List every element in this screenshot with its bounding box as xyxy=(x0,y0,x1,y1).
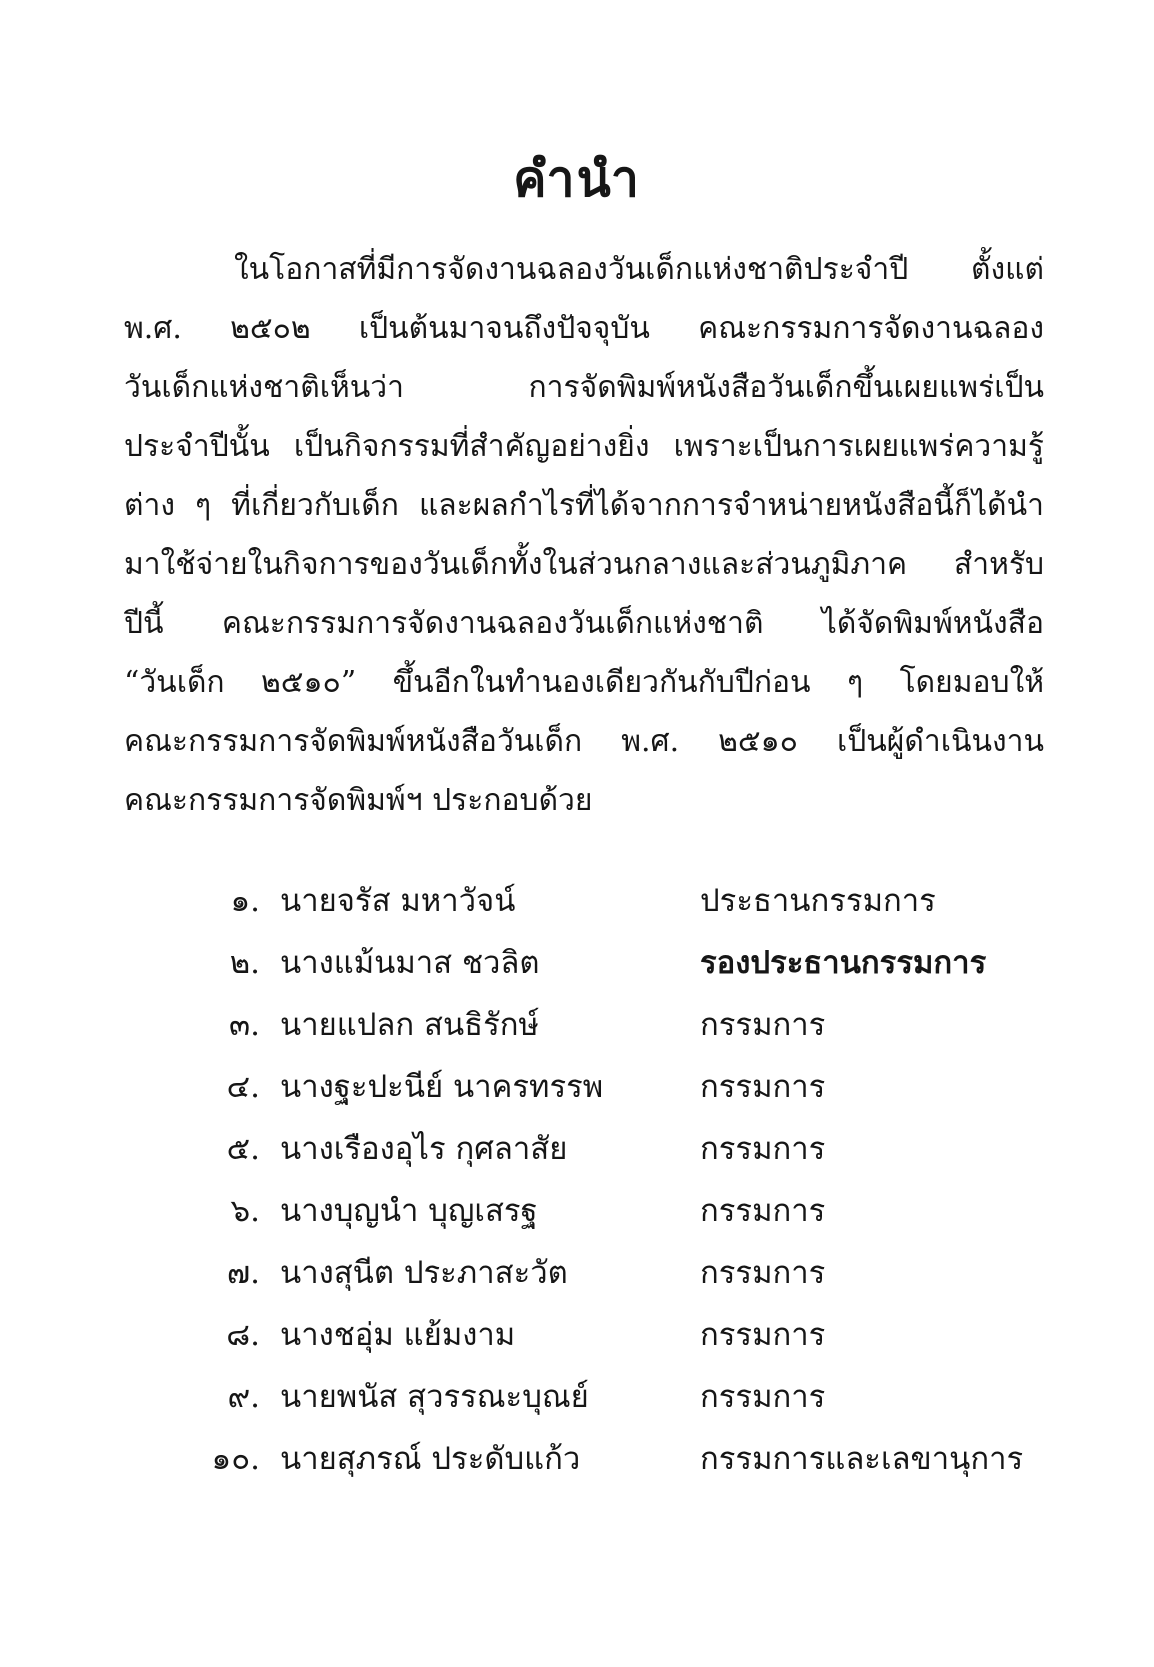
member-number: ๒. xyxy=(229,945,260,981)
member-name: นายจรัส มหาวัจน์ xyxy=(280,883,516,919)
committee-member-row xyxy=(200,870,1100,932)
committee-member-list xyxy=(200,870,1100,1490)
member-role: ประธานกรรมการ xyxy=(700,883,936,919)
page-title: คำนำ xyxy=(513,149,641,208)
paragraph-line: มาใช้จ่ายในกิจการของวันเด็กทั้งในส่วนกลางและส่วนภูมิภาค สำหรับ xyxy=(124,547,1044,582)
committee-member-row xyxy=(200,1180,1100,1242)
member-number: ๓. xyxy=(228,1007,260,1043)
paragraph-line: คณะกรรมการจัดพิมพ์ฯ ประกอบด้วย xyxy=(124,783,593,818)
paragraph-line: ปีนี้ คณะกรรมการจัดงานฉลองวันเด็กแห่งชาติ ได้จัดพิมพ์หนังสือ xyxy=(124,606,1044,641)
member-role: กรรมการ xyxy=(700,1255,826,1291)
member-name: นางบุญนำ บุญเสรฐ xyxy=(280,1193,538,1229)
preface-paragraph xyxy=(124,240,1044,830)
member-name: นางเรืองอุไร กุศลาสัย xyxy=(280,1131,568,1167)
paragraph-line: “วันเด็ก ๒๕๑๐” ขึ้นอีกในทำนองเดียวกันกับปีก่อน ๆ โดยมอบให้ xyxy=(124,665,1044,700)
member-number: ๗. xyxy=(226,1255,260,1291)
paragraph-line: ต่าง ๆ ที่เกี่ยวกับเด็ก และผลกำไรที่ได้จากการจำหน่ายหนังสือนี้ก็ได้นำ xyxy=(124,488,1044,523)
committee-member-row xyxy=(200,1056,1100,1118)
member-number: ๖. xyxy=(230,1193,260,1229)
member-role: กรรมการ xyxy=(700,1007,826,1043)
committee-member-row xyxy=(200,1428,1100,1490)
committee-member-row xyxy=(200,1304,1100,1366)
paragraph-line: พ.ศ. ๒๕๐๒ เป็นต้นมาจนถึงปัจจุบัน คณะกรรมการจัดงานฉลอง xyxy=(124,311,1044,346)
paragraph-line: ในโอกาสที่มีการจัดงานฉลองวันเด็กแห่งชาติประจำปี ตั้งแต่ xyxy=(234,252,1044,287)
member-role: กรรมการและเลขานุการ xyxy=(700,1441,1024,1477)
member-number: ๑. xyxy=(230,883,260,919)
member-name: นางฐะปะนีย์ นาครทรรพ xyxy=(280,1069,604,1105)
member-name: นางชอุ่ม แย้มงาม xyxy=(280,1317,516,1353)
member-name: นายสุภรณ์ ประดับแก้ว xyxy=(280,1441,581,1477)
member-role: กรรมการ xyxy=(700,1069,826,1105)
committee-member-row xyxy=(200,1242,1100,1304)
member-role: รองประธานกรรมการ xyxy=(700,945,987,981)
committee-member-row xyxy=(200,932,1100,994)
paragraph-line: วันเด็กแห่งชาติเห็นว่า การจัดพิมพ์หนังสือวันเด็กขึ้นเผยแพร่เป็น xyxy=(124,370,1044,405)
member-name: นายพนัส สุวรรณะบุณย์ xyxy=(280,1379,589,1415)
committee-member-row xyxy=(200,1366,1100,1428)
paragraph-line: ประจำปีนั้น เป็นกิจกรรมที่สำคัญอย่างยิ่ง เพราะเป็นการเผยแพร่ความรู้ xyxy=(124,429,1044,464)
member-role: กรรมการ xyxy=(700,1317,826,1353)
member-number: ๔. xyxy=(226,1069,260,1105)
member-number: ๘. xyxy=(226,1317,260,1353)
member-name: นางสุนีต ประภาสะวัต xyxy=(280,1255,568,1291)
member-role: กรรมการ xyxy=(700,1193,826,1229)
member-role: กรรมการ xyxy=(700,1379,826,1415)
member-number: ๕. xyxy=(226,1131,260,1167)
paragraph-line: คณะกรรมการจัดพิมพ์หนังสือวันเด็ก พ.ศ. ๒๕๑๐ เป็นผู้ดำเนินงาน xyxy=(124,724,1044,759)
member-name: นายแปลก สนธิรักษ์ xyxy=(280,1007,539,1043)
member-number: ๙. xyxy=(227,1379,260,1415)
committee-member-row xyxy=(200,1118,1100,1180)
committee-member-row xyxy=(200,994,1100,1056)
member-name: นางแม้นมาส ชวลิต xyxy=(280,945,540,981)
member-role: กรรมการ xyxy=(700,1131,826,1167)
member-number: ๑๐. xyxy=(211,1441,260,1477)
